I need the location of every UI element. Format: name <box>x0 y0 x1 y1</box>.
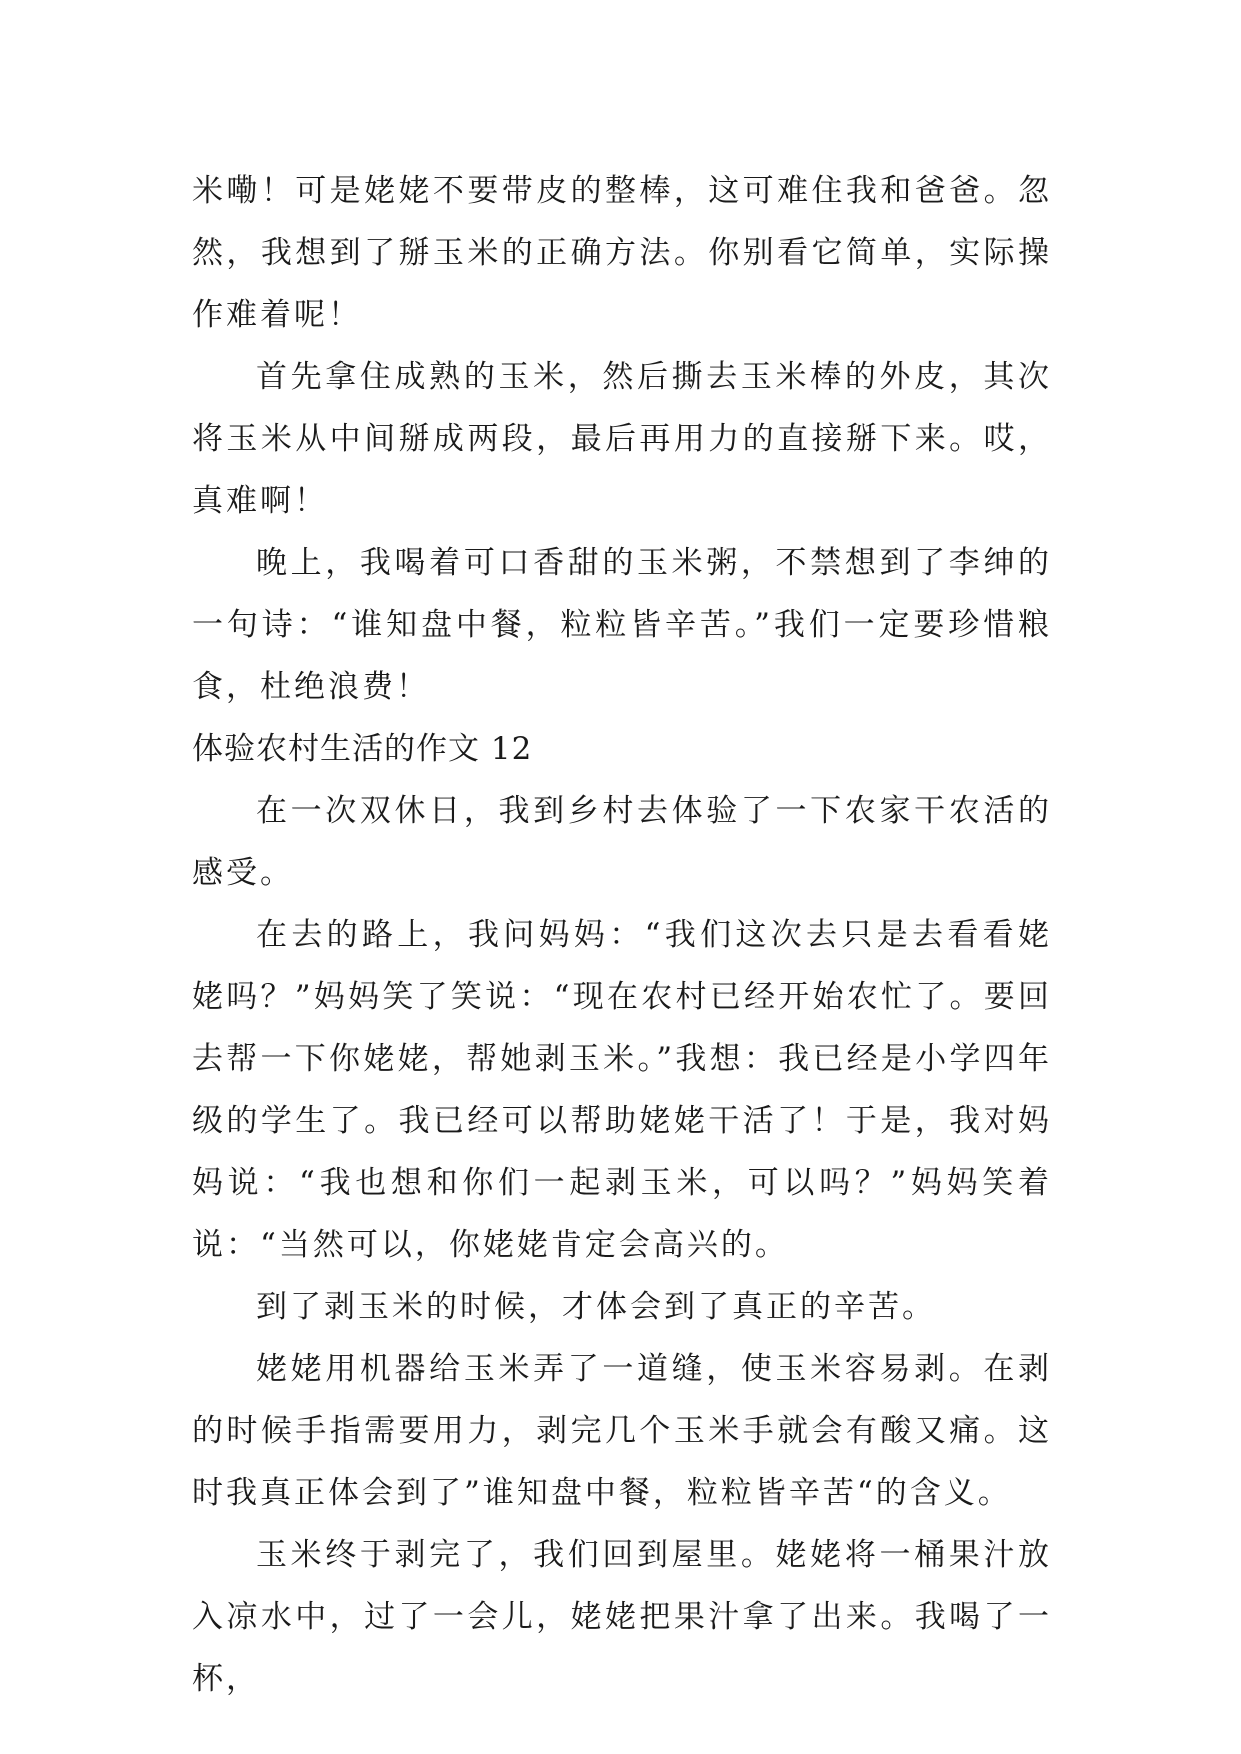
paragraph-7: 姥姥用机器给玉米弄了一道缝，使玉米容易剥。在剥的时候手指需要用力，剥完几个玉米手就会有酸又痛。这时我真正体会到了”谁知盘中餐，粒粒皆辛苦“的含义。 <box>192 1351 1052 1511</box>
document-page <box>192 160 1052 1710</box>
paragraph-6: 到了剥玉米的时候，才体会到了真正的辛苦。 <box>256 1289 936 1325</box>
essay-heading: 体验农村生活的作文 12 <box>192 731 533 767</box>
paragraph-1: 米嘞！可是姥姥不要带皮的整棒，这可难住我和爸爸。忽然，我想到了掰玉米的正确方法。你别看它简单，实际操作难着呢！ <box>192 173 1052 333</box>
paragraph-4: 在一次双休日，我到乡村去体验了一下农家干农活的感受。 <box>192 793 1052 891</box>
paragraph-8: 玉米终于剥完了，我们回到屋里。姥姥将一桶果汁放入凉水中，过了一会儿，姥姥把果汁拿了出来。我喝了一杯， <box>192 1537 1052 1697</box>
paragraph-3: 晚上，我喝着可口香甜的玉米粥，不禁想到了李绅的一句诗：“谁知盘中餐，粒粒皆辛苦。”我们一定要珍惜粮食，杜绝浪费！ <box>192 545 1052 705</box>
paragraph-2: 首先拿住成熟的玉米，然后撕去玉米棒的外皮，其次将玉米从中间掰成两段，最后再用力的直接掰下来。哎，真难啊！ <box>192 359 1052 519</box>
paragraph-5: 在去的路上，我问妈妈：“我们这次去只是去看看姥姥吗？”妈妈笑了笑说：“现在农村已经开始农忙了。要回去帮一下你姥姥，帮她剥玉米。”我想：我已经是小学四年级的学生了。我已经可以帮助姥姥干活了！于是，我对妈妈说：“我也想和你们一起剥玉米，可以吗？”妈妈笑着说：“当然可以，你姥姥肯定会高兴的。 <box>192 917 1052 1263</box>
